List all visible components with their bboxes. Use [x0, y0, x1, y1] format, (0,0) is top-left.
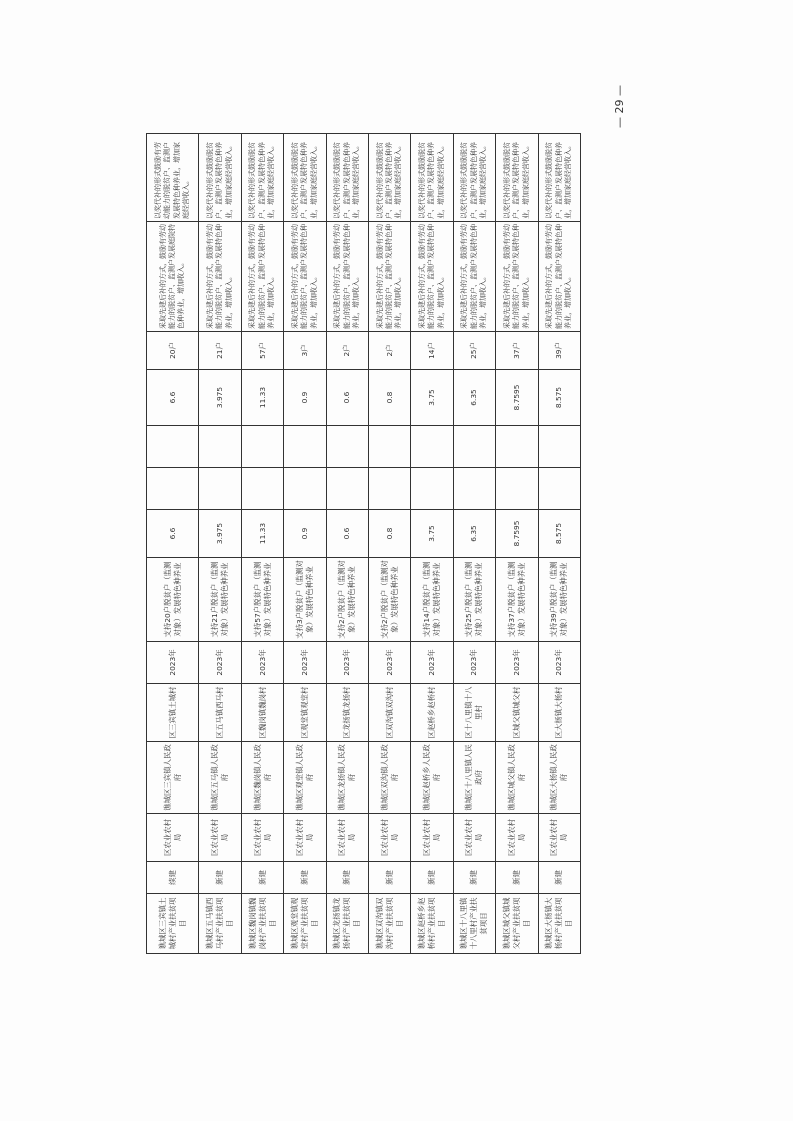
cell-mechanism: 采取先建后补的方式，鼓励有劳动能力的脱贫户、监测户发展庭院特色种养业，增加收入。 [147, 222, 199, 332]
cell-responsible-dept: 区农业农村局 [284, 814, 326, 862]
cell-fund-b [453, 426, 495, 468]
cell-content: 支持2户脱贫户（监测对象）发展特色种养业 [368, 558, 410, 642]
cell-responsible-dept: 区农业农村局 [241, 814, 283, 862]
cell-goal: 以奖代补的形式鼓励脱贫户、监测户发展特色种养业，增加家庭经营收入。 [453, 134, 495, 222]
project-table [146, 133, 581, 954]
rotated-table-wrapper [146, 134, 581, 954]
cell-fund-a [368, 468, 410, 510]
cell-goal: 以奖代补的形式鼓励脱贫户、监测户发展特色种养业，增加家庭经营收入。 [538, 134, 580, 222]
cell-fund-b [538, 426, 580, 468]
cell-mechanism: 采取先建后补的方式，鼓励有劳动能力的脱贫户、监测户发展特色种养业，增加收入。 [326, 222, 368, 332]
cell-content: 支持20户脱贫户（监测对象）发展特色种养业 [147, 558, 199, 642]
cell-implementing-unit: 谯城区城父镇人民政府 [496, 742, 538, 814]
cell-fund-c: 0.8 [368, 370, 410, 426]
cell-year: 2023年 [368, 642, 410, 684]
cell-beneficiaries: 21户 [199, 332, 241, 370]
cell-location: 区赵桥乡赵桥村 [411, 684, 453, 742]
cell-responsible-dept: 区农业农村局 [368, 814, 410, 862]
cell-beneficiaries: 2户 [368, 332, 410, 370]
cell-beneficiaries: 20户 [147, 332, 199, 370]
cell-fund-b [411, 426, 453, 468]
cell-mechanism: 采取先建后补的方式，鼓励有劳动能力的脱贫户、监测户发展特色种养业，增加收入。 [199, 222, 241, 332]
cell-year: 2023年 [453, 642, 495, 684]
cell-build-type: 新建 [453, 862, 495, 894]
cell-project-name: 谯城区三宾镇土城村产业扶贫项目 [147, 894, 199, 954]
cell-fund-c: 0.9 [284, 370, 326, 426]
cell-fund-a [496, 468, 538, 510]
cell-fund-b [496, 426, 538, 468]
cell-fund-c: 6.6 [147, 370, 199, 426]
cell-beneficiaries: 39户 [538, 332, 580, 370]
cell-implementing-unit: 谯城区三宾镇人民政府 [147, 742, 199, 814]
cell-total-funds: 0.6 [326, 510, 368, 558]
cell-content: 支持3户脱贫户（监测对象）发展特色种养业 [284, 558, 326, 642]
cell-build-type: 新建 [496, 862, 538, 894]
cell-fund-c: 3.975 [199, 370, 241, 426]
cell-project-name: 谯城区双沟镇双沟村产业扶贫项目 [368, 894, 410, 954]
cell-location: 区魏岗镇魏岗村 [241, 684, 283, 742]
cell-implementing-unit: 谯城区赵桥乡人民政府 [411, 742, 453, 814]
cell-location: 区大杨镇大杨村 [538, 684, 580, 742]
table-row [411, 134, 453, 954]
cell-mechanism: 采取先建后补的方式，鼓励有劳动能力的脱贫户、监测户发展特色种养业，增加收入。 [284, 222, 326, 332]
cell-implementing-unit: 谯城区双沟镇人民政府 [368, 742, 410, 814]
cell-fund-b [199, 426, 241, 468]
cell-mechanism: 采取先建后补的方式，鼓励有劳动能力的脱贫户、监测户发展特色种养业，增加收入。 [411, 222, 453, 332]
cell-location: 区五马镇西马村 [199, 684, 241, 742]
cell-fund-c: 0.6 [326, 370, 368, 426]
cell-goal: 以奖代补的形式鼓励脱贫户、监测户发展特色种养业，增加家庭经营收入。 [199, 134, 241, 222]
cell-beneficiaries: 2户 [326, 332, 368, 370]
cell-total-funds: 3.75 [411, 510, 453, 558]
cell-fund-a [538, 468, 580, 510]
cell-fund-b [147, 426, 199, 468]
cell-implementing-unit: 谯城区十八里镇人民政府 [453, 742, 495, 814]
cell-responsible-dept: 区农业农村局 [199, 814, 241, 862]
cell-mechanism: 采取先建后补的方式，鼓励有劳动能力的脱贫户、监测户发展特色种养业，增加收入。 [496, 222, 538, 332]
cell-fund-a [284, 468, 326, 510]
cell-responsible-dept: 区农业农村局 [538, 814, 580, 862]
cell-project-name: 谯城区十八里镇十八里村产业扶贫项目 [453, 894, 495, 954]
table-row [496, 134, 538, 954]
cell-build-type: 续建 [147, 862, 199, 894]
cell-build-type: 新建 [411, 862, 453, 894]
cell-implementing-unit: 谯城区大杨镇人民政府 [538, 742, 580, 814]
table-row [284, 134, 326, 954]
cell-content: 支持14户脱贫户（监测对象）发展特色种养业 [411, 558, 453, 642]
page-number: — 29 — [613, 85, 626, 128]
cell-build-type: 新建 [326, 862, 368, 894]
table-row [326, 134, 368, 954]
cell-fund-b [368, 426, 410, 468]
table-body [147, 134, 581, 954]
cell-location: 区十八里镇十八里村 [453, 684, 495, 742]
cell-location: 区城父镇城父村 [496, 684, 538, 742]
cell-implementing-unit: 谯城区五马镇人民政府 [199, 742, 241, 814]
cell-content: 支持39户脱贫户（监测对象）发展特色种养业 [538, 558, 580, 642]
cell-project-name: 谯城区魏岗镇魏岗村产业扶贫项目 [241, 894, 283, 954]
cell-fund-b [326, 426, 368, 468]
cell-year: 2023年 [147, 642, 199, 684]
cell-total-funds: 0.8 [368, 510, 410, 558]
cell-beneficiaries: 57户 [241, 332, 283, 370]
table-row [453, 134, 495, 954]
cell-year: 2023年 [326, 642, 368, 684]
cell-mechanism: 采取先建后补的方式，鼓励有劳动能力的脱贫户、监测户发展特色种养业，增加收入。 [538, 222, 580, 332]
cell-content: 支持25户脱贫户（监测对象）发展特色种养业 [453, 558, 495, 642]
cell-location: 区双沟镇双沟村 [368, 684, 410, 742]
cell-build-type: 新建 [199, 862, 241, 894]
cell-fund-c: 3.75 [411, 370, 453, 426]
cell-beneficiaries: 25户 [453, 332, 495, 370]
cell-project-name: 谯城区五马镇西马村产业扶贫项目 [199, 894, 241, 954]
cell-fund-c: 11.33 [241, 370, 283, 426]
cell-responsible-dept: 区农业农村局 [147, 814, 199, 862]
cell-fund-a [326, 468, 368, 510]
cell-responsible-dept: 区农业农村局 [326, 814, 368, 862]
cell-responsible-dept: 区农业农村局 [453, 814, 495, 862]
cell-goal: 以奖代补的形式鼓励有劳动能力的脱贫户、监测户发展特色种养业，增加家庭经营收入。 [147, 134, 199, 222]
cell-build-type: 新建 [241, 862, 283, 894]
cell-fund-b [284, 426, 326, 468]
cell-total-funds: 3.975 [199, 510, 241, 558]
cell-project-name: 谯城区大杨镇大杨村产业扶贫项目 [538, 894, 580, 954]
cell-build-type: 新建 [284, 862, 326, 894]
cell-fund-c: 8.7595 [496, 370, 538, 426]
cell-beneficiaries: 37户 [496, 332, 538, 370]
cell-mechanism: 采取先建后补的方式，鼓励有劳动能力的脱贫户、监测户发展特色种养业，增加收入。 [368, 222, 410, 332]
cell-content: 支持21户脱贫户（监测对象）发展特色种养业 [199, 558, 241, 642]
cell-fund-c: 8.575 [538, 370, 580, 426]
cell-content: 支持2户脱贫户（监测对象）发展特色种养业 [326, 558, 368, 642]
cell-beneficiaries: 3户 [284, 332, 326, 370]
cell-total-funds: 8.7595 [496, 510, 538, 558]
cell-total-funds: 0.9 [284, 510, 326, 558]
table-row [241, 134, 283, 954]
cell-goal: 以奖代补的形式鼓励脱贫户、监测户发展特色种养业，增加家庭经营收入。 [368, 134, 410, 222]
cell-project-name: 谯城区赵桥乡赵桥村产业扶贫项目 [411, 894, 453, 954]
cell-fund-a [411, 468, 453, 510]
cell-fund-a [199, 468, 241, 510]
cell-content: 支持37户脱贫户（监测对象）发展特色种养业 [496, 558, 538, 642]
cell-total-funds: 8.575 [538, 510, 580, 558]
cell-project-name: 谯城区龙扬镇龙扬村产业扶贫项目 [326, 894, 368, 954]
cell-fund-a [453, 468, 495, 510]
cell-project-name: 谯城区观堂镇观堂村产业扶贫项目 [284, 894, 326, 954]
cell-goal: 以奖代补的形式鼓励脱贫户、监测户发展特色种养业，增加家庭经营收入。 [326, 134, 368, 222]
cell-goal: 以奖代补的形式鼓励脱贫户、监测户发展特色种养业，增加家庭经营收入。 [496, 134, 538, 222]
table-row [368, 134, 410, 954]
cell-location: 区三宾镇土城村 [147, 684, 199, 742]
cell-location: 区龙扬镇龙扬村 [326, 684, 368, 742]
cell-year: 2023年 [496, 642, 538, 684]
cell-goal: 以奖代补的形式鼓励脱贫户、监测户发展特色种养业，增加家庭经营收入。 [284, 134, 326, 222]
cell-implementing-unit: 谯城区龙扬镇人民政府 [326, 742, 368, 814]
cell-build-type: 新建 [538, 862, 580, 894]
cell-year: 2023年 [241, 642, 283, 684]
table-row [147, 134, 199, 954]
cell-build-type: 新建 [368, 862, 410, 894]
cell-year: 2023年 [199, 642, 241, 684]
cell-fund-a [147, 468, 199, 510]
cell-fund-a [241, 468, 283, 510]
cell-year: 2023年 [284, 642, 326, 684]
cell-responsible-dept: 区农业农村局 [411, 814, 453, 862]
cell-implementing-unit: 谯城区魏岗镇人民政府 [241, 742, 283, 814]
cell-goal: 以奖代补的形式鼓励脱贫户、监测户发展特色种养业，增加家庭经营收入。 [241, 134, 283, 222]
cell-location: 区观堂镇观堂村 [284, 684, 326, 742]
cell-beneficiaries: 14户 [411, 332, 453, 370]
cell-mechanism: 采取先建后补的方式，鼓励有劳动能力的脱贫户、监测户发展特色种养业，增加收入。 [241, 222, 283, 332]
table-row [538, 134, 580, 954]
cell-fund-c: 6.35 [453, 370, 495, 426]
cell-implementing-unit: 谯城区观堂镇人民政府 [284, 742, 326, 814]
cell-responsible-dept: 区农业农村局 [496, 814, 538, 862]
cell-fund-b [241, 426, 283, 468]
cell-total-funds: 6.6 [147, 510, 199, 558]
cell-content: 支持57户脱贫户（监测对象）发展特色种养业 [241, 558, 283, 642]
cell-total-funds: 6.35 [453, 510, 495, 558]
cell-total-funds: 11.33 [241, 510, 283, 558]
cell-year: 2023年 [411, 642, 453, 684]
cell-year: 2023年 [538, 642, 580, 684]
cell-mechanism: 采取先建后补的方式，鼓励有劳动能力的脱贫户、监测户发展特色种养业，增加收入。 [453, 222, 495, 332]
cell-project-name: 谯城区城父镇城父村产业扶贫项目 [496, 894, 538, 954]
cell-goal: 以奖代补的形式鼓励脱贫户、监测户发展特色种养业，增加家庭经营收入。 [411, 134, 453, 222]
table-row [199, 134, 241, 954]
